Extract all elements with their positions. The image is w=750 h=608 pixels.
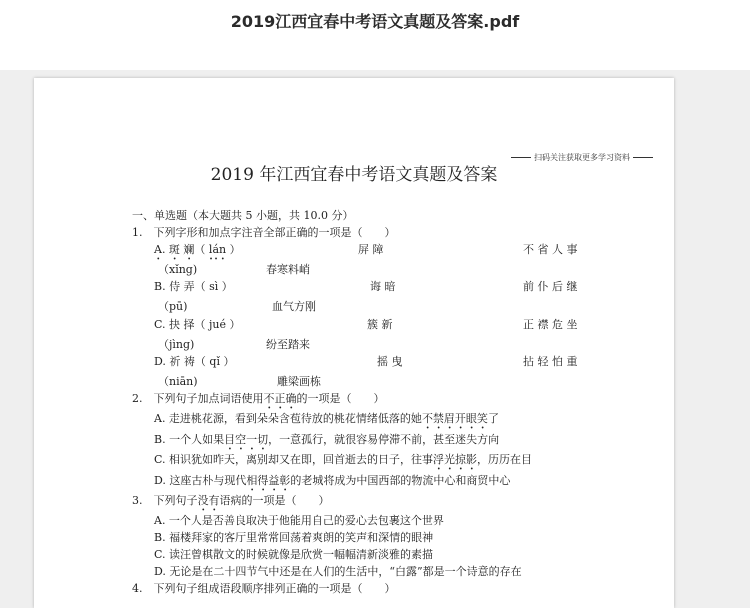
q2-option-b-post: ，一意孤行，就很容易停滞不前，甚至迷失方向 <box>268 433 500 446</box>
q2-option-a-post: 了 <box>487 412 499 425</box>
q1-option-d-3: 拈 轻 怕 重 <box>523 355 578 368</box>
q2-option-b <box>154 431 499 453</box>
dash-left <box>511 157 531 158</box>
q2-option-d-mark: 相得益彰 <box>246 474 291 487</box>
pdf-page <box>34 78 674 608</box>
doc-title: 2019 年江西宜春中考语文真题及答案 <box>210 165 498 185</box>
file-title: 2019江西宜春中考语文真题及答案.pdf <box>230 12 520 31</box>
q3-stem-post: 语病的一项是（ ） <box>219 494 330 507</box>
q1-option-c-1: C. 抉 择（ jué ） <box>154 318 241 331</box>
q2-stem-mark: 不正确 <box>263 392 297 405</box>
q1-stem: 1. 下列字形和加点字注音全部正确的一项是（ ） <box>132 226 396 239</box>
q1-option-b-5: 血气方刚 <box>272 300 316 313</box>
q1-option-c-4: （jìng) <box>158 338 195 351</box>
q1-option-b-4: （pū) <box>158 300 188 313</box>
q2-option-a-mark: 不禁眉开眼笑 <box>421 412 488 425</box>
q3-option-d: D. 无论是在二十四节气中还是在人们的生活中，“白露”都是一个诗意的存在 <box>154 565 522 578</box>
q2-option-d-post: 的老城将成为中国西部的物流中心和商贸中心 <box>290 474 511 487</box>
dash-right <box>633 157 653 158</box>
q2-option-a <box>154 410 499 432</box>
q1-option-a-2: 屏 障 <box>358 243 384 256</box>
q2-option-b-pre: B. 一个人如果 <box>154 433 225 446</box>
q1-option-a-5: 春寒料峭 <box>266 263 310 276</box>
q1-option-c-3: 正 襟 危 坐 <box>523 318 578 331</box>
q1-option-c-5: 纷至踏来 <box>266 338 310 351</box>
q3-stem <box>132 492 330 514</box>
q2-option-c-pre: C. 相识犹如昨天，离别却又在即，回首逝去的日子，往事 <box>154 453 434 466</box>
q2-stem-post: 的一项是（ ） <box>296 392 385 405</box>
q1-option-b-1: B. 侍 弄（ sì ） <box>154 280 233 293</box>
q2-stem <box>132 390 385 412</box>
q4-stem: 4. 下列句子组成语段顺序排列正确的一项是（ ） <box>132 582 396 595</box>
q2-option-b-mark: 目空一切 <box>224 433 269 446</box>
q1-option-a-3: 不 省 人 事 <box>523 243 578 256</box>
q1-option-b-3: 前 仆 后 继 <box>523 280 578 293</box>
q1-option-d-2: 摇 曳 <box>377 355 403 368</box>
q1-option-d-1: D. 祈 祷（ qǐ ） <box>154 355 235 368</box>
q1-option-a-4: （xǐng) <box>158 263 198 276</box>
viewer-header <box>0 0 750 70</box>
q1-option-b-2: 诲 暗 <box>370 280 396 293</box>
q3-option-c: C. 读汪曾棋散文的时候就像是欣赏一幅幅清新淡雅的素描 <box>154 548 434 561</box>
q2-option-d-pre: D. 这座古朴与现代 <box>154 474 247 487</box>
q2-option-c <box>154 451 532 473</box>
q1-option-d-5: 雕梁画栋 <box>277 375 321 388</box>
q2-option-c-mark: 浮光掠影 <box>433 453 478 466</box>
side-note-text: 扫码关注获取更多学习资料 <box>534 153 630 162</box>
q3-option-b: B. 福楼拜家的客厅里常常回荡着爽朗的笑声和深情的眼神 <box>154 531 434 544</box>
q2-option-a-pre: A. 走进桃花源，看到朵朵含苞待放的桃花情绪低落的她 <box>154 412 422 425</box>
q1-option-a-1 <box>154 241 241 263</box>
q2-stem-pre: 2. 下列句子加点词语使用 <box>132 392 264 405</box>
q2-option-c-post: ，历历在目 <box>477 453 533 466</box>
q1-option-a-1-text: A. 斑 斓（ lán ） <box>154 243 241 256</box>
q1-option-c-2: 簇 新 <box>367 318 393 331</box>
q3-stem-pre: 3. 下列句子 <box>132 494 198 507</box>
q3-option-a: A. 一个人是否善良取决于他能用自己的爱心去包裹这个世界 <box>154 514 444 527</box>
q2-option-d <box>154 472 510 494</box>
section-heading: 一、单选题（本大题共 5 小题，共 10.0 分） <box>132 209 354 222</box>
q3-stem-mark: 没有 <box>197 494 220 507</box>
q1-option-d-4: （niān) <box>158 375 198 388</box>
